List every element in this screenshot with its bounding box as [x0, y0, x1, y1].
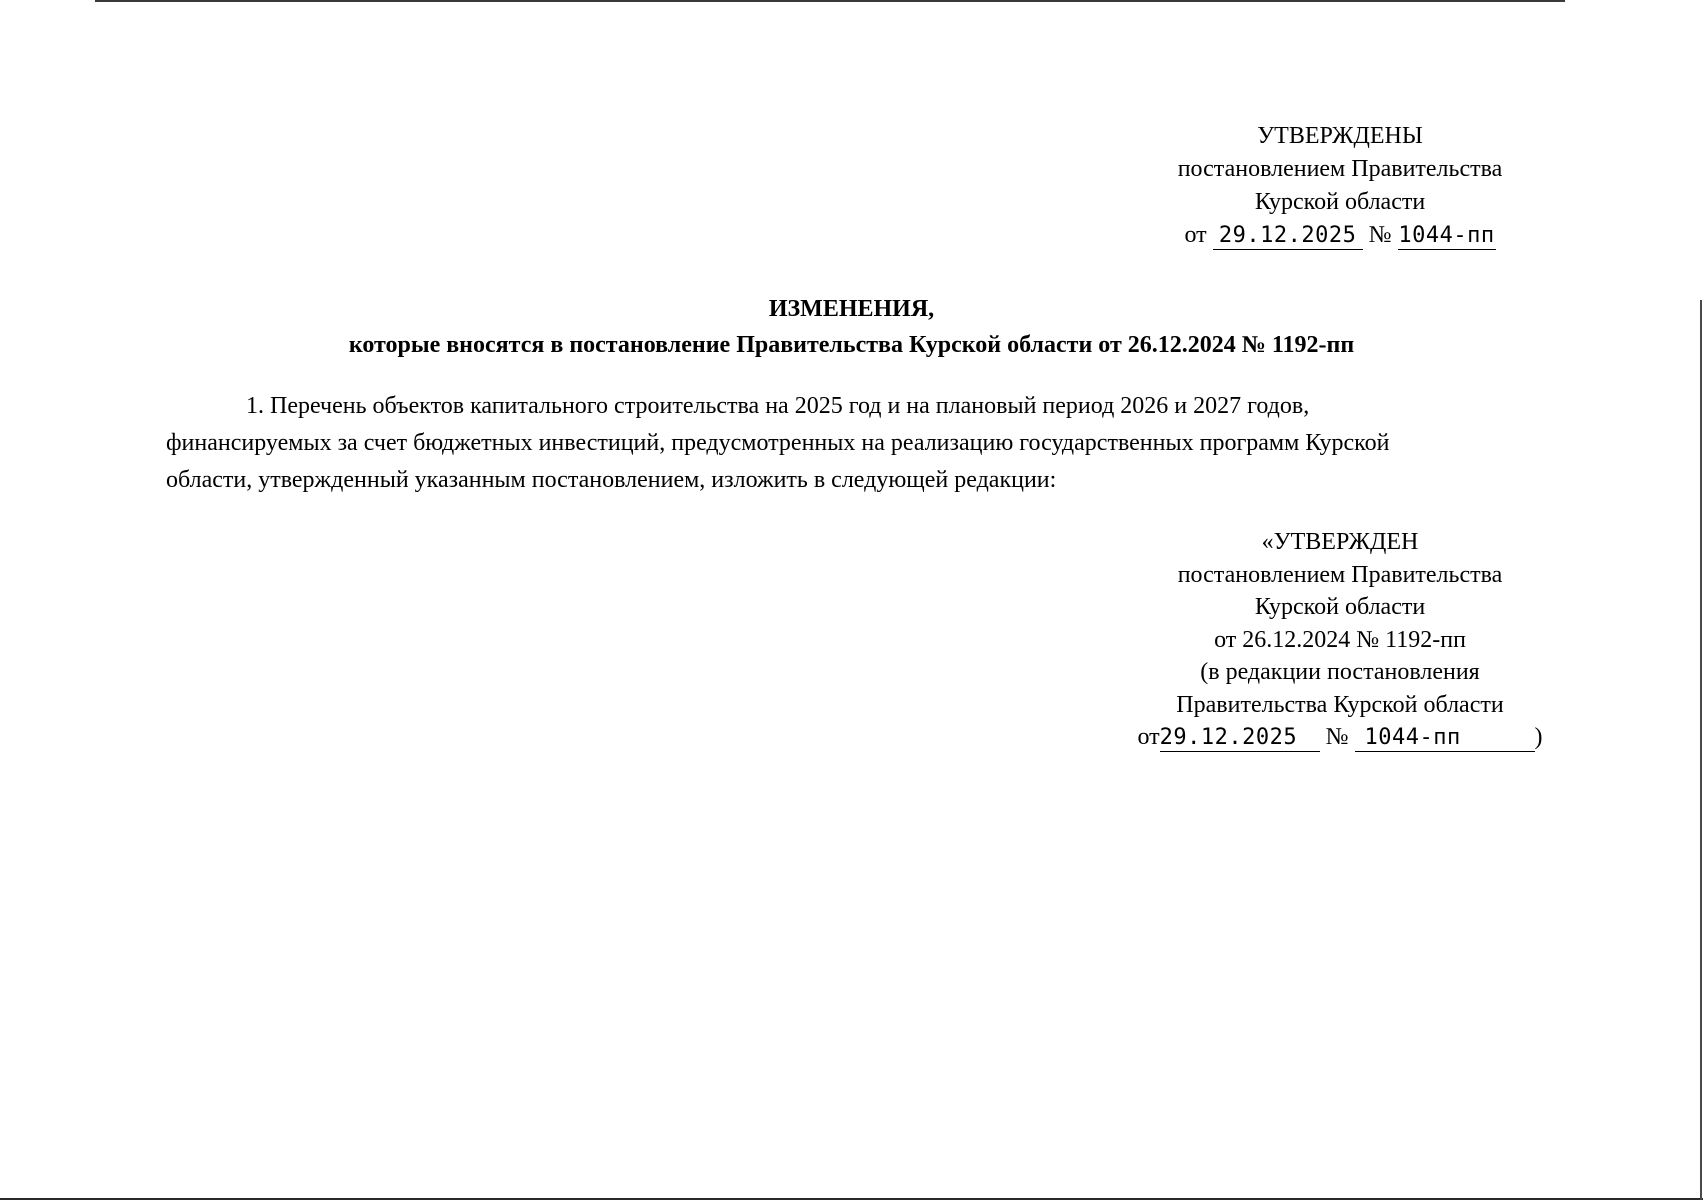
- scan-edge-right: [1700, 300, 1702, 1200]
- approval-authority: постановлением Правительства: [1177, 156, 1503, 182]
- document-subtitle: которые вносятся в постановление Правительства Курской области от 26.12.2024 № 1192-пп: [348, 332, 1355, 358]
- paragraph-1-line-2: финансируемых за счет бюджетных инвестиций, предусмотренных на реализацию государственных программ Курской: [166, 430, 1390, 456]
- quoted-approval-heading: «УТВЕРЖДЕН: [1261, 529, 1419, 555]
- quoted-approval-edition-authority: Правительства Курской области: [1176, 691, 1504, 718]
- approval-stamp-block: [1120, 120, 1560, 252]
- approval-number-sign: №: [1368, 222, 1392, 248]
- approval-date-line: [1120, 219, 1560, 252]
- document-title: ИЗМЕНЕНИЯ,: [768, 296, 935, 322]
- approval-region: Курской области: [1254, 189, 1426, 215]
- quoted-closing-paren: ): [1534, 724, 1543, 750]
- quoted-approval-date-line: [1120, 721, 1560, 754]
- quoted-approval-region: Курской области: [1254, 594, 1426, 620]
- paragraph-1-line-3: области, утвержденный указанным постановлением, изложить в следующей редакции:: [166, 467, 1057, 493]
- quoted-approval-edition-note: (в редакции постановления: [1200, 659, 1480, 685]
- approval-number-value: 1044-пп: [1398, 223, 1495, 248]
- quoted-approval-block: [1120, 526, 1560, 754]
- approval-date-prefix: от: [1184, 222, 1207, 248]
- scan-edge-top: [95, 0, 1565, 2]
- quoted-approval-authority: постановлением Правительства: [1177, 561, 1503, 588]
- approval-date-value: 29.12.2025: [1213, 223, 1363, 250]
- quoted-number-sign: №: [1325, 724, 1349, 750]
- quoted-date-prefix: от: [1137, 724, 1160, 750]
- quoted-number-value: 1044-пп: [1355, 725, 1535, 752]
- paragraph-1: [166, 388, 1566, 499]
- quoted-date-value: 29.12.2025: [1160, 725, 1320, 752]
- approval-heading: УТВЕРЖДЕНЫ: [1257, 123, 1423, 149]
- paragraph-1-line-1: 1. Перечень объектов капитального строительства на 2025 год и на плановый период 2026 и 2027 годов,: [246, 393, 1310, 419]
- quoted-approval-original-ref: от 26.12.2024 № 1192-пп: [1214, 626, 1466, 653]
